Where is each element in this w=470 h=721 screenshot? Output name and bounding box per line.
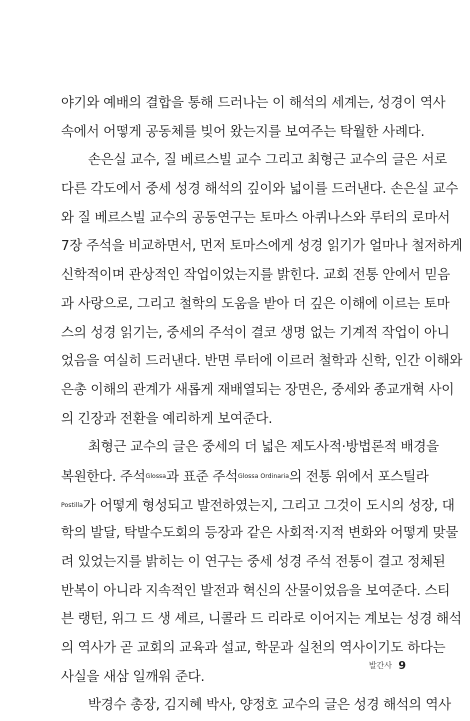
text-run: 븐 랭턴, 위그 드 생 셰르, 니콜라 드 리라로 이어지는 계보는 성경 해석 (61, 612, 462, 628)
text-line (61, 262, 451, 291)
text-line (61, 606, 462, 635)
text-run: 사실을 새삼 일깨워 준다. (61, 669, 205, 685)
latin-gloss: Postilla (61, 501, 83, 509)
text-run: 와 질 베르스빌 교수의 공동연구는 토마스 아퀴나스와 루터의 로마서 (61, 210, 451, 226)
text-line (61, 119, 425, 148)
latin-gloss: Glossa (145, 472, 167, 480)
text-line (61, 406, 409, 435)
text-line (61, 147, 447, 176)
text-line (61, 205, 451, 234)
page-number: 9 (398, 659, 406, 672)
text-line (61, 434, 439, 463)
page-footer (0, 656, 470, 676)
text-run: 려 있었는지를 밝히는 이 연구는 중세 성경 주석 전통이 결고 정체된 (61, 555, 446, 570)
text-line (61, 291, 450, 320)
text-line (61, 348, 463, 377)
text-line (61, 176, 459, 205)
text-run: 과 표준 주석 (166, 469, 238, 485)
text-run: 었음을 여실히 드러낸다. 반면 루터에 이르러 철학과 신학, 인간 이해와 (61, 354, 463, 370)
text-run: 학의 발달, 탁발수도회의 등장과 같은 사회적·지적 변화와 어떻게 맞물 (61, 526, 459, 542)
latin-gloss: Glossa Ordinaria (237, 472, 290, 480)
text-run: 의 전통 위에서 포스틸라 (289, 469, 429, 485)
text-run: 은총 이해의 관계가 새롭게 재배열되는 장면은, 중세와 종교개혁 사이 (61, 382, 455, 398)
text-run: 신학적이며 관상적인 작업이었는지를 밝힌다. 교회 전통 안에서 믿음 (61, 268, 451, 284)
text-run: 최형근 교수의 글은 중세의 더 넓은 제도사적·방법론적 배경을 (88, 440, 439, 456)
text-run: 7장 주석을 비교하면서, 먼저 토마스에게 성경 읽기가 얼마나 철저하게 (61, 239, 463, 255)
text-run: 복원한다. 주석 (61, 469, 146, 485)
text-run: 의 역사가 곧 교회의 교육과 설교, 학문과 실천의 역사이기도 하다는 (61, 641, 446, 657)
text-run: 손은실 교수, 질 베르스빌 교수 그리고 최형근 교수의 글은 서로 (88, 153, 447, 169)
text-line (61, 578, 451, 607)
body-text (61, 90, 463, 721)
text-line (61, 233, 463, 262)
text-run: 야기와 예배의 결합을 통해 드러나는 이 해석의 세계는, 성경이 역사 (61, 96, 446, 111)
text-line (61, 520, 459, 549)
text-line (61, 549, 446, 578)
text-run: 반복이 아니라 지속적인 발전과 혁신의 산물이었음을 보여준다. 스티 (61, 583, 451, 599)
text-line (61, 320, 450, 349)
text-line (61, 692, 452, 721)
text-run: 속에서 어떻게 공동체를 빚어 왔는지를 보여주는 탁월한 사례다. (61, 124, 425, 140)
text-run: 과 사랑으로, 그리고 철학의 도움을 받아 더 깊은 이해에 이르는 토마 (61, 296, 450, 312)
text-line (61, 90, 446, 119)
text-run: 다른 각도에서 중세 성경 해석의 깊이와 넓이를 드러낸다. 손은실 교수 (61, 182, 459, 198)
running-title: 발간사 (368, 661, 392, 670)
text-run: 박경수 총장, 김지혜 박사, 양정호 교수의 글은 성경 해석의 역사 (88, 698, 452, 714)
text-run: 스의 성경 읽기는, 중세의 주석이 결코 생명 없는 기계적 작업이 아니 (61, 325, 450, 341)
text-line (61, 463, 429, 492)
text-run: 가 어떻게 형성되고 발전하였는지, 그리고 그것이 도시의 성장, 대 (82, 498, 455, 514)
text-run: 의 긴장과 전환을 예리하게 보여준다. (61, 411, 273, 427)
text-line (61, 377, 455, 406)
text-line (61, 492, 455, 521)
